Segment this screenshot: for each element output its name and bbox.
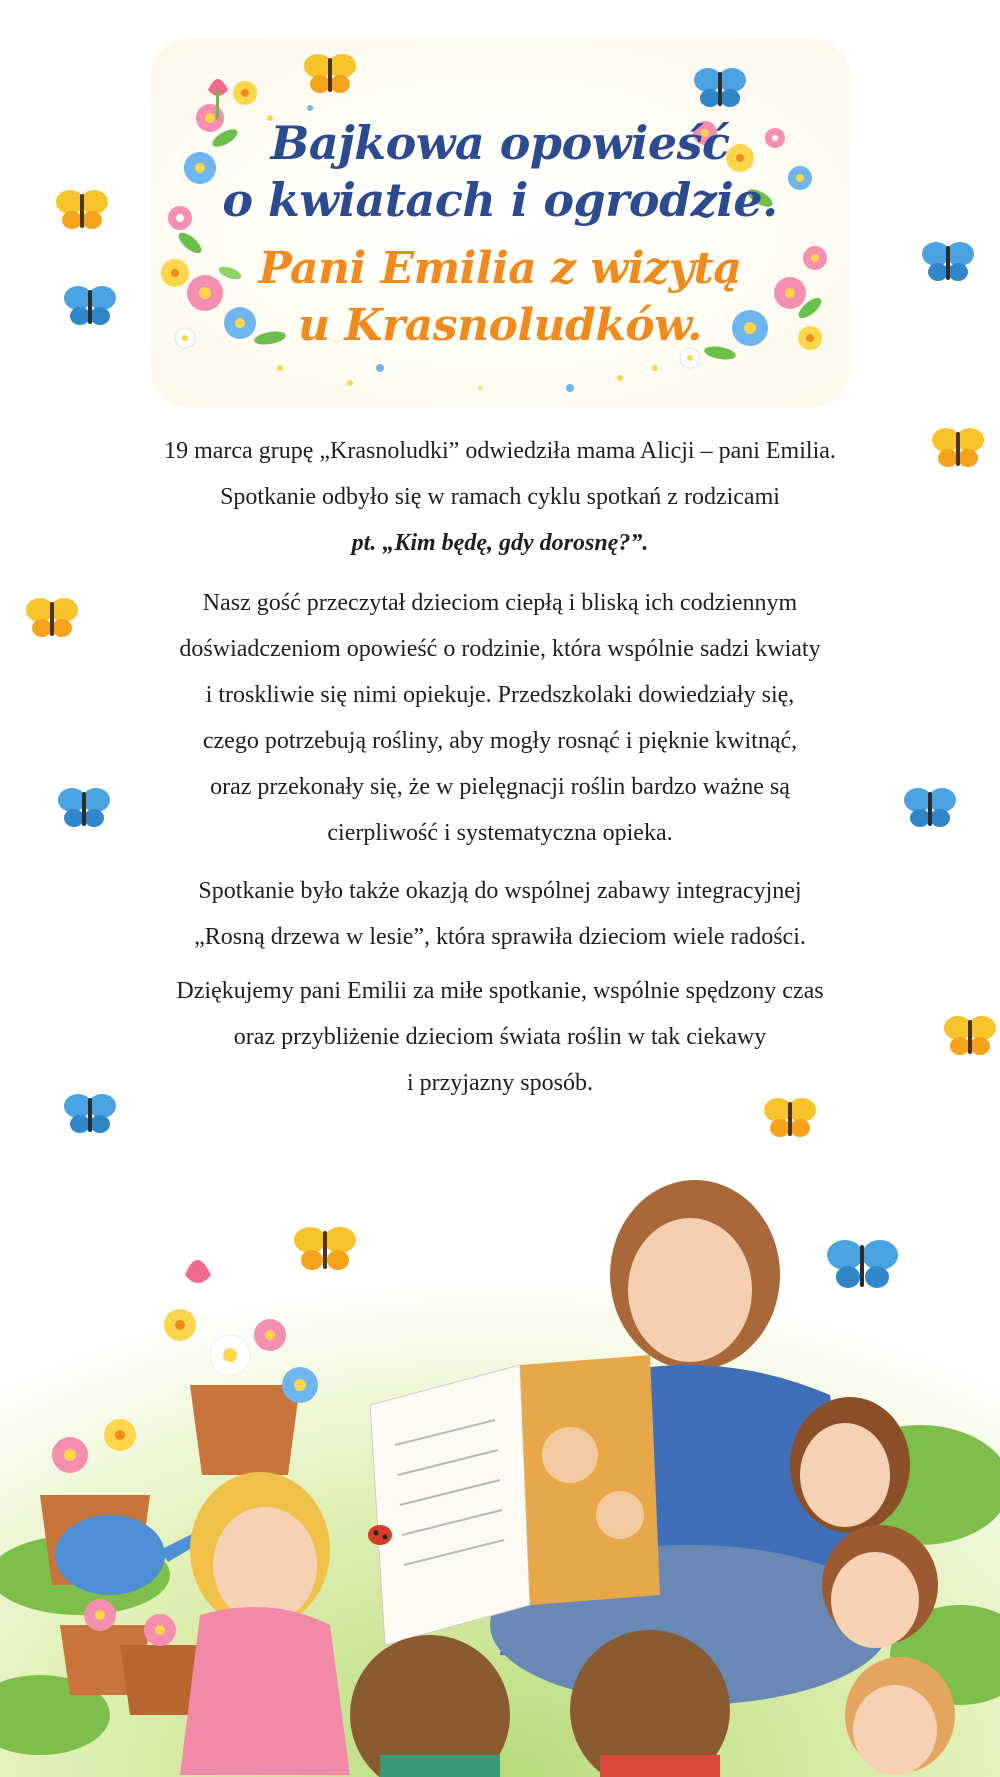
text-line: doświadczeniom opowieść o rodzinie, która wspólnie sadzi kwiaty [179, 636, 821, 662]
butterfly-icon [54, 784, 114, 832]
text-line: oraz przybliżenie dzieciom świata roślin w tak ciekawy [233, 1024, 767, 1050]
paragraph-intro [110, 428, 890, 566]
title-line-3: Pani Emilia z wizytą [258, 243, 742, 294]
ladybug-icon [368, 1525, 392, 1545]
text-line: i przyjazny sposób. [407, 1070, 593, 1096]
butterfly-icon [294, 1227, 356, 1270]
butterfly-icon [300, 50, 360, 98]
story-reading-scene [0, 1155, 1000, 1777]
butterfly-icon [827, 1240, 898, 1288]
butterfly-icon [60, 282, 120, 330]
reading-illustration [0, 1155, 1000, 1777]
butterfly-icon [52, 186, 112, 234]
title-line-4: u Krasnoludków. [298, 300, 702, 351]
butterfly-icon [940, 1012, 1000, 1060]
text-line: „Rosną drzewa w lesie”, która sprawiła dzieciom wiele radości. [194, 924, 806, 950]
butterfly-icon [900, 784, 960, 832]
title-line-1: Bajkowa opowieść [270, 116, 730, 170]
paragraph-story [110, 580, 890, 856]
paragraph-thanks [110, 968, 890, 1106]
text-line: Dziękujemy pani Emilii za miłe spotkanie, wspólnie spędzony czas [176, 978, 824, 1004]
butterfly-icon [928, 424, 988, 472]
text-line: cierpliwość i systematyczna opieka. [327, 820, 673, 846]
butterfly-icon [22, 594, 82, 642]
butterfly-icon [690, 64, 750, 112]
text-line: Spotkanie odbyło się w ramach cyklu spotkań z rodzicami [220, 484, 780, 510]
text-line: 19 marca grupę „Krasnoludki” odwiedziła mama Alicji – pani Emilia. [164, 438, 836, 464]
title-line-2: o kwiatach i ogrodzie. [222, 173, 778, 227]
cycle-title: pt. „Kim będę, gdy dorosnę?”. [351, 530, 649, 556]
text-line: czego potrzebują rośliny, aby mogły rosnąć i pięknie kwitnąć, [202, 728, 798, 754]
text-line: oraz przekonały się, że w pielęgnacji roślin bardzo ważne są [210, 774, 790, 800]
text-line: i troskliwie się nimi opiekuje. Przedszkolaki dowiedziały się, [205, 682, 795, 708]
paragraph-game [110, 868, 890, 960]
text-line: Nasz gość przeczytał dzieciom ciepłą i bliską ich codziennym [202, 590, 798, 616]
butterfly-icon [918, 238, 978, 286]
text-line: Spotkanie było także okazją do wspólnej zabawy integracyjnej [198, 878, 802, 904]
